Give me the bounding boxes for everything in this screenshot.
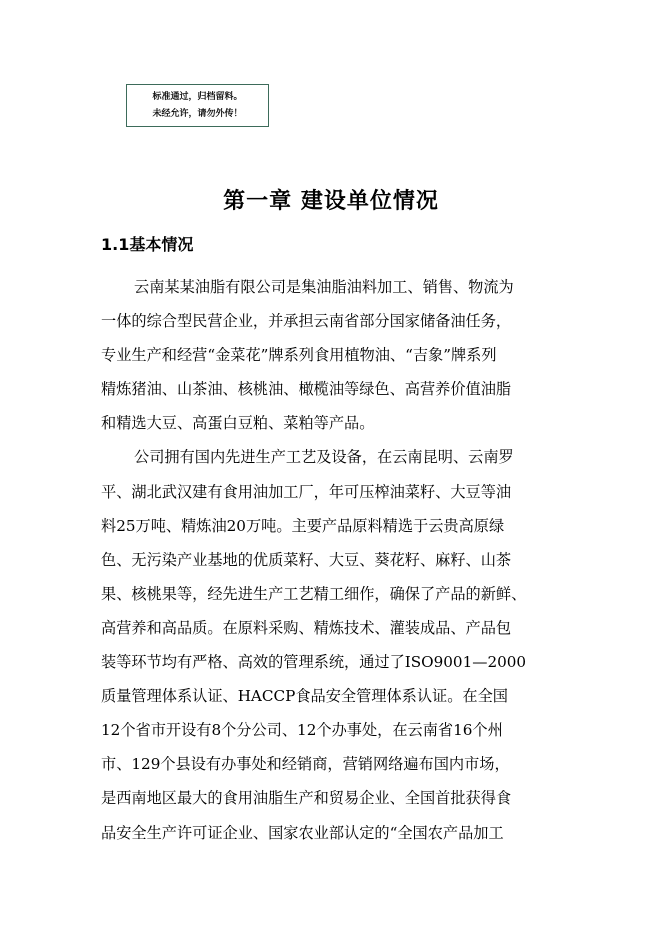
paragraph-2-line: 装等环节均有严格、高效的管理系统，通过了ISO9001—2000: [101, 653, 527, 672]
body-text: [101, 275, 571, 855]
paragraph-2-line: 高营养和高品质。在原料采购、精炼技术、灌装成品、产品包: [101, 618, 512, 637]
paragraph-2-line: 品安全生产许可证企业、国家农业部认定的“全国农产品加工: [101, 823, 504, 842]
paragraph-1-line: 精炼猪油、山茶油、核桃油、橄榄油等绿色、高营养价值油脂: [101, 380, 512, 399]
notice-stamp-box: [126, 84, 269, 127]
paragraph-2-line: 公司拥有国内先进生产工艺及设备，在云南昆明、云南罗: [134, 448, 514, 467]
paragraph-2-line: 平、湖北武汉建有食用油加工厂，年可压榨油菜籽、大豆等油: [101, 482, 512, 501]
paragraph-2-line: 质量管理体系认证、HACCP食品安全管理体系认证。在全国: [101, 687, 508, 706]
paragraph-1-line: 一体的综合型民营企业，并承担云南省部分国家储备油任务，: [101, 312, 512, 331]
notice-line-1: 标准通过，归档留料。: [152, 92, 243, 102]
notice-line-2: 未经允许，请勿外传！: [152, 109, 243, 119]
paragraph-2-line: 12个省市开设有8个分公司、12个办事处，在云南省16个州: [101, 721, 503, 740]
paragraph-2-line: 是西南地区最大的食用油脂生产和贸易企业、全国首批获得食: [101, 789, 512, 808]
paragraph-1-line: 专业生产和经营“金菜花”牌系列食用植物油、“吉象”牌系列: [101, 346, 497, 365]
chapter-title: 第一章 建设单位情况: [223, 189, 439, 214]
paragraph-2-line: 色、无污染产业基地的优质菜籽、大豆、葵花籽、麻籽、山茶: [101, 550, 512, 569]
paragraph-1-line: 云南某某油脂有限公司是集油脂油料加工、销售、物流为: [134, 278, 514, 296]
section-title: 1.1基本情况: [101, 235, 194, 254]
paragraph-1-line: 和精选大豆、高蛋白豆粕、菜粕等产品。: [101, 414, 375, 433]
paragraph-2-line: 果、核桃果等，经先进生产工艺精工细作，确保了产品的新鲜、: [101, 584, 527, 603]
paragraph-2-line: 料25万吨、精炼油20万吨。主要产品原料精选于云贵高原绿: [101, 516, 505, 535]
paragraph-2-line: 市、129个县设有办事处和经销商，营销网络遍布国内市场，: [101, 755, 510, 774]
